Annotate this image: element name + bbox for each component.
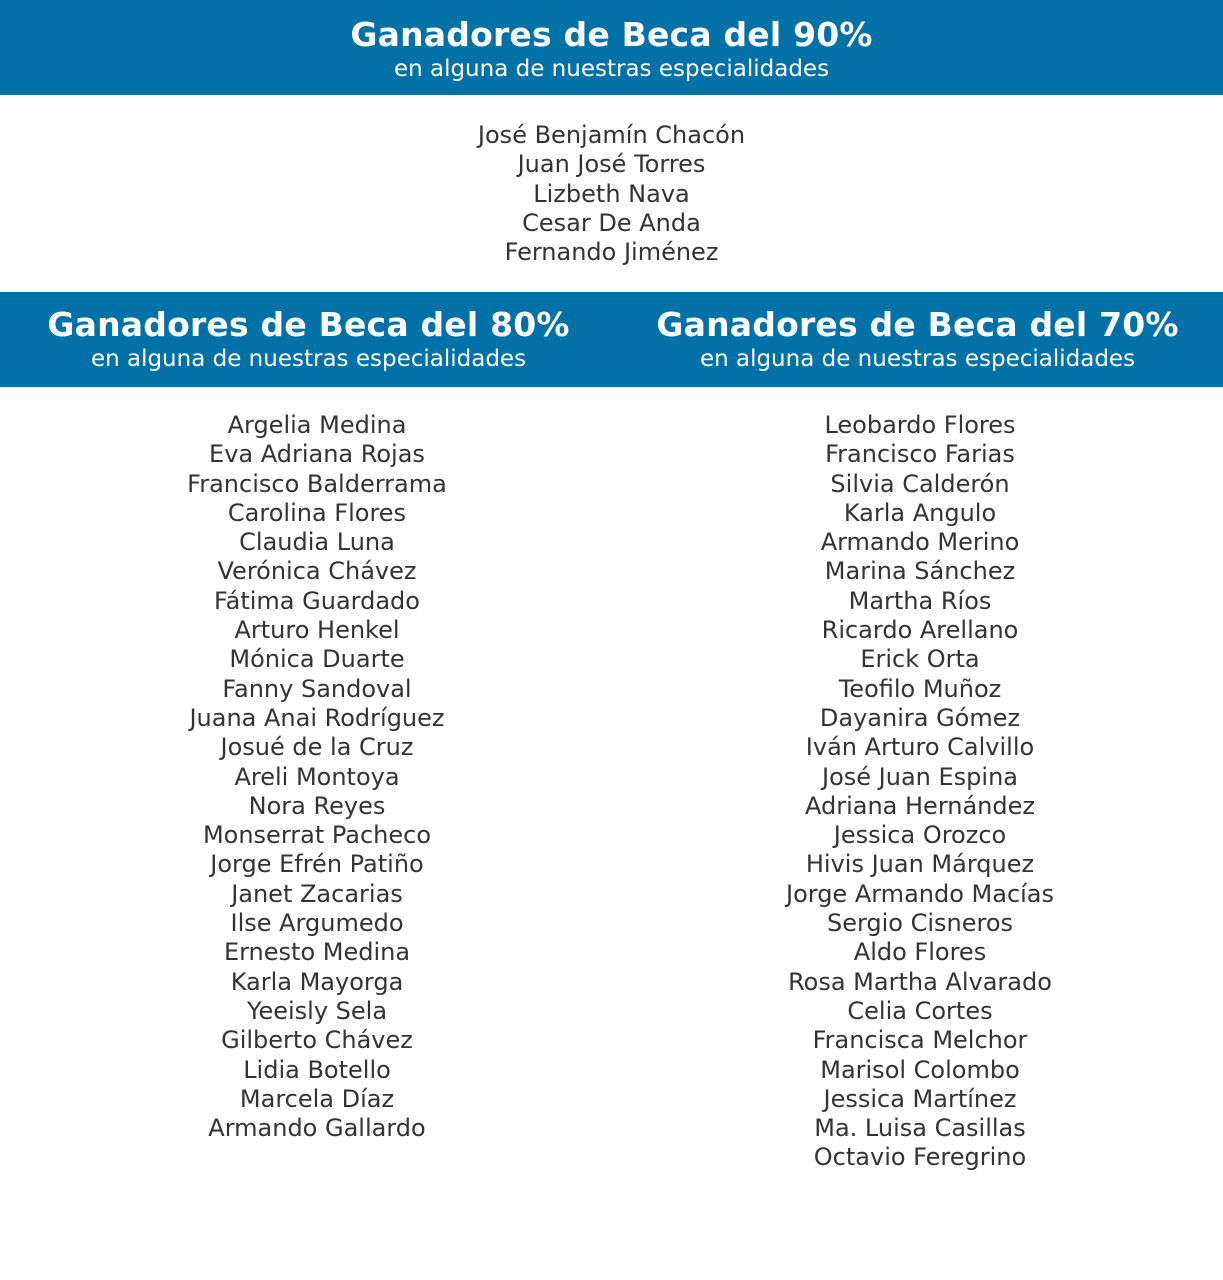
winner-name: Karla Angulo: [843, 498, 997, 527]
winner-name: Jorge Armando Macías: [785, 879, 1055, 908]
winner-name: Fernando Jiménez: [504, 238, 719, 267]
winner-name: Monserrat Pacheco: [202, 821, 432, 850]
winner-name: Armando Merino: [820, 528, 1020, 557]
winner-name: Claudia Luna: [239, 528, 395, 557]
winner-name: Eva Adriana Rojas: [209, 440, 425, 469]
winner-name: Sergio Cisneros: [826, 909, 1014, 938]
winner-name: Ricardo Arellano: [821, 616, 1019, 645]
winner-name: Hivis Juan Márquez: [805, 850, 1035, 879]
section-subtitle-80: en alguna de nuestras especialidades: [90, 346, 527, 372]
winner-name: Celia Cortes: [847, 996, 993, 1025]
winner-name: Francisco Balderrama: [187, 469, 447, 498]
winner-name: Jessica Orozco: [833, 821, 1007, 850]
winner-name: Nora Reyes: [248, 791, 386, 820]
winners-list-70: [612, 411, 1223, 1173]
winner-name: Argelia Medina: [227, 411, 407, 439]
winners-list-80: [0, 411, 634, 1143]
winners-list-90: [0, 121, 1223, 267]
winner-name: Armando Gallardo: [208, 1114, 426, 1143]
winner-name: Lizbeth Nava: [533, 179, 690, 208]
winner-name: Erick Orta: [860, 645, 980, 674]
winner-name: Janet Zacarias: [231, 879, 403, 908]
section-title-80: Ganadores de Beca del 80%: [47, 305, 570, 344]
winner-name: Yeeisly Sela: [246, 996, 388, 1025]
winner-name: Francisco Farias: [825, 440, 1015, 469]
winner-name: Ernesto Medina: [223, 938, 411, 967]
winner-name: Francisca Melchor: [812, 1026, 1028, 1055]
winner-name: José Juan Espina: [822, 762, 1018, 791]
winner-name: Dayanira Gómez: [819, 703, 1021, 732]
winner-name: Adriana Hernández: [804, 791, 1035, 820]
winner-name: Marcela Díaz: [239, 1084, 395, 1113]
winner-name: Lidia Botello: [243, 1055, 391, 1084]
winner-name: Jorge Efrén Patiño: [210, 850, 424, 879]
winner-name: Rosa Martha Alvarado: [788, 967, 1052, 996]
section-title-70: Ganadores de Beca del 70%: [656, 305, 1179, 344]
section-title-90: Ganadores de Beca del 90%: [350, 15, 873, 54]
winner-name: Marisol Colombo: [820, 1055, 1020, 1084]
section-header-90: [0, 16, 1223, 84]
header-band-80-70: [0, 292, 1223, 387]
winner-name: Arturo Henkel: [234, 616, 400, 645]
winner-name: Fátima Guardado: [214, 586, 420, 615]
winner-name: Leobardo Flores: [824, 411, 1016, 439]
winner-name: Areli Montoya: [234, 762, 400, 791]
winner-name: Fanny Sandoval: [222, 674, 412, 703]
section-header-70: [612, 306, 1223, 374]
winner-name: José Benjamín Chacón: [477, 121, 746, 149]
winner-name: Carolina Flores: [227, 498, 407, 527]
winner-name: Gilberto Chávez: [221, 1026, 413, 1055]
winner-name: Karla Mayorga: [230, 967, 404, 996]
section-subtitle-90: en alguna de nuestras especialidades: [393, 56, 830, 82]
winner-name: Martha Ríos: [848, 586, 992, 615]
winner-name: Silvia Calderón: [830, 469, 1010, 498]
section-header-80: [0, 306, 617, 374]
winner-name: Ma. Luisa Casillas: [814, 1114, 1026, 1143]
winner-name: Josué de la Cruz: [220, 733, 414, 762]
section-subtitle-70: en alguna de nuestras especialidades: [699, 346, 1136, 372]
winner-name: Iván Arturo Calvillo: [805, 733, 1035, 762]
winner-name: Juan José Torres: [517, 150, 706, 179]
winner-name: Jessica Martínez: [823, 1084, 1017, 1113]
winner-name: Octavio Feregrino: [813, 1143, 1027, 1172]
winner-name: Juana Anai Rodríguez: [189, 703, 445, 732]
winner-name: Marina Sánchez: [824, 557, 1016, 586]
winner-name: Aldo Flores: [853, 938, 987, 967]
winner-name: Verónica Chávez: [217, 557, 417, 586]
winner-name: Mónica Duarte: [229, 645, 405, 674]
header-band-90: [0, 0, 1223, 95]
winner-name: Cesar De Anda: [522, 208, 701, 237]
winner-name: Ilse Argumedo: [230, 909, 404, 938]
winner-name: Teofilo Muñoz: [838, 674, 1002, 703]
